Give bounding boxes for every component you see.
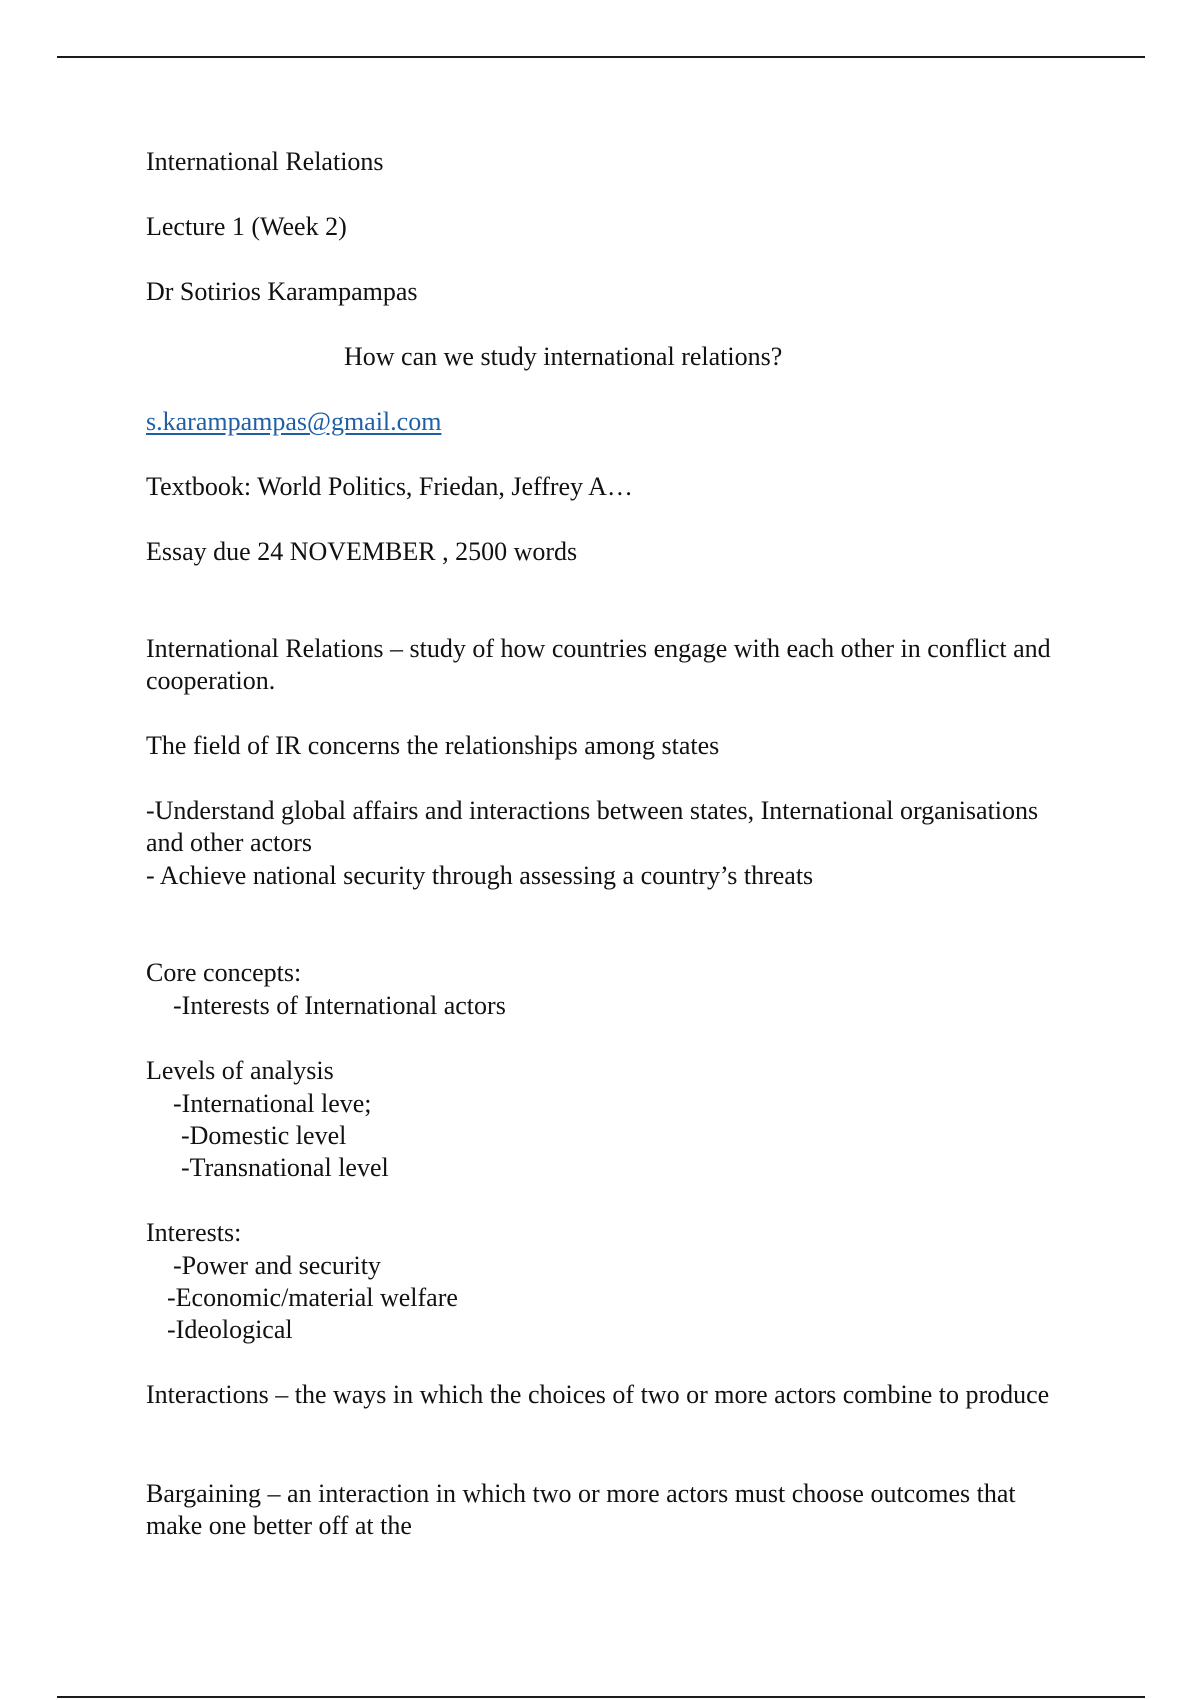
bottom-rule [57,1696,1145,1698]
lecture-label: Lecture 1 (Week 2) [146,212,347,241]
level-item: -Domestic level [181,1121,347,1150]
bargaining-definition: Bargaining – an interaction in which two or more actors must choose outcomes that make one better off at the [146,1479,1016,1540]
field-statement: The field of IR concerns the relationships among states [146,731,720,760]
core-concept-item: -Interests of International actors [173,991,506,1020]
lecture-title: How can we study international relations? [344,342,783,371]
lecturer-name: Dr Sotirios Karampampas [146,277,418,306]
interests-heading: Interests: [146,1218,242,1247]
textbook-line: Textbook: World Politics, Friedan, Jeffrey A… [146,472,633,501]
level-item: -Transnational level [181,1153,389,1182]
email-link[interactable]: s.karampampas@gmail.com [146,407,442,436]
ir-definition: International Relations – study of how countries engage with each other in conflict and cooperation. [146,634,1051,695]
purpose-item: -Understand global affairs and interactions between states, International organisations and other actors [146,796,1039,857]
levels-heading: Levels of analysis [146,1056,334,1085]
level-item: -International leve; [173,1089,372,1118]
interactions-definition: Interactions – the ways in which the choices of two or more actors combine to produce [146,1380,1050,1409]
interest-item: -Ideological [167,1315,293,1344]
course-title: International Relations [146,147,384,176]
core-concepts-heading: Core concepts: [146,958,302,987]
interest-item: -Power and security [173,1251,381,1280]
top-rule [57,56,1145,58]
essay-deadline: Essay due 24 NOVEMBER , 2500 words [146,537,578,566]
interest-item: -Economic/material welfare [167,1283,458,1312]
purpose-item: - Achieve national security through assessing a country’s threats [146,861,814,890]
